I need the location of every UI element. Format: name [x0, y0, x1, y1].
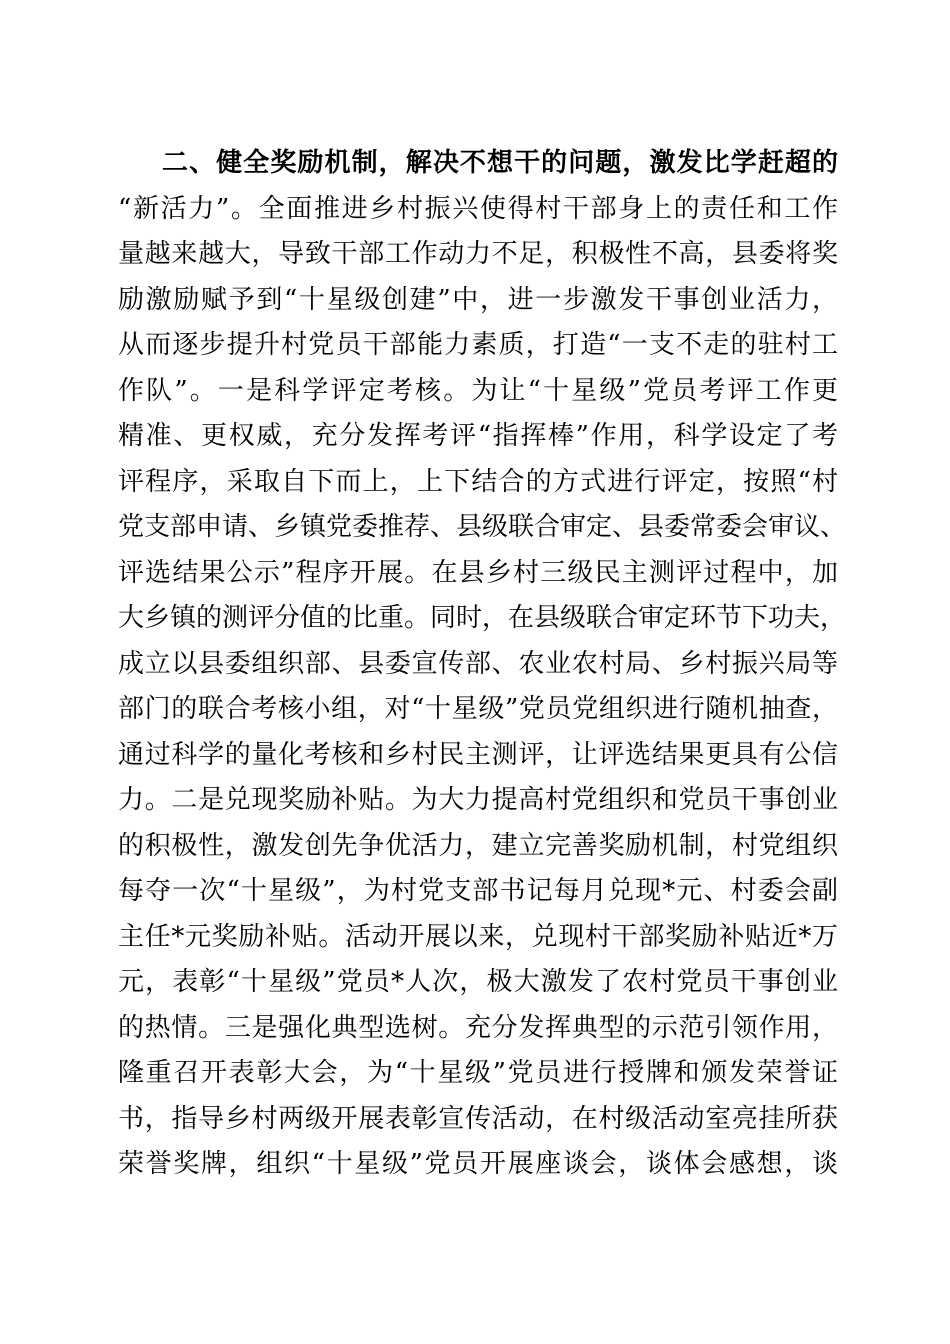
text-line: 书，指导乡村两级开展表彰宣传活动，在村级活动室亮挂所获 [118, 1103, 838, 1134]
body-text [118, 141, 847, 1188]
text-line: 隆重召开表彰大会，为“十星级”党员进行授牌和颁发荣誉证 [118, 1058, 838, 1088]
text-line: 从而逐步提升村党员干部能力素质，打造“一支不走的驻村工 [118, 330, 838, 360]
text-line: 大乡镇的测评分值的比重。同时，在县级联合审定环节下功夫， [118, 603, 847, 633]
text-line: 元，表彰“十星级”党员*人次，极大激发了农村党员干事创业 [118, 967, 838, 997]
text-line: 作队”。一是科学评定考核。为让“十星级”党员考评工作更 [118, 375, 838, 406]
text-line: 评程序，采取自下而上，上下结合的方式进行评定，按照“村 [118, 466, 838, 497]
text-line: 每夺一次“十星级”，为村党支部书记每月兑现*元、村委会副 [118, 876, 838, 906]
section-heading: 二、健全奖励机制，解决不想干的问题，激发比学赶超的 [162, 148, 838, 178]
text-line: “新活力”。全面推进乡村振兴使得村干部身上的责任和工作 [118, 193, 838, 224]
text-line: 通过科学的量化考核和乡村民主测评，让评选结果更具有公信 [118, 739, 838, 770]
text-line: 精准、更权威，充分发挥考评“指挥棒”作用，科学设定了考 [118, 421, 838, 451]
text-line: 成立以县委组织部、县委宣传部、农业农村局、乡村振兴局等 [118, 648, 838, 679]
text-line: 励激励赋予到“十星级创建”中，进一步激发干事创业活力， [118, 284, 838, 315]
text-line: 力。二是兑现奖励补贴。为大力提高村党组织和党员干事创业 [118, 785, 838, 815]
text-line: 的积极性，激发创先争优活力，建立完善奖励机制，村党组织 [118, 830, 838, 861]
text-line: 部门的联合考核小组，对“十星级”党员党组织进行随机抽查， [118, 694, 838, 724]
text-line: 量越来越大，导致干部工作动力不足，积极性不高，县委将奖 [118, 239, 838, 269]
text-line: 主任*元奖励补贴。活动开展以来，兑现村干部奖励补贴近*万 [118, 921, 838, 952]
text-line: 的热情。三是强化典型选树。充分发挥典型的示范引领作用， [118, 1012, 838, 1043]
text-line: 党支部申请、乡镇党委推荐、县级联合审定、县委常委会审议、 [118, 512, 847, 542]
text-line: 荣誉奖牌，组织“十星级”党员开展座谈会，谈体会感想，谈 [118, 1149, 838, 1179]
text-line: 评选结果公示”程序开展。在县乡村三级民主测评过程中，加 [118, 557, 838, 588]
